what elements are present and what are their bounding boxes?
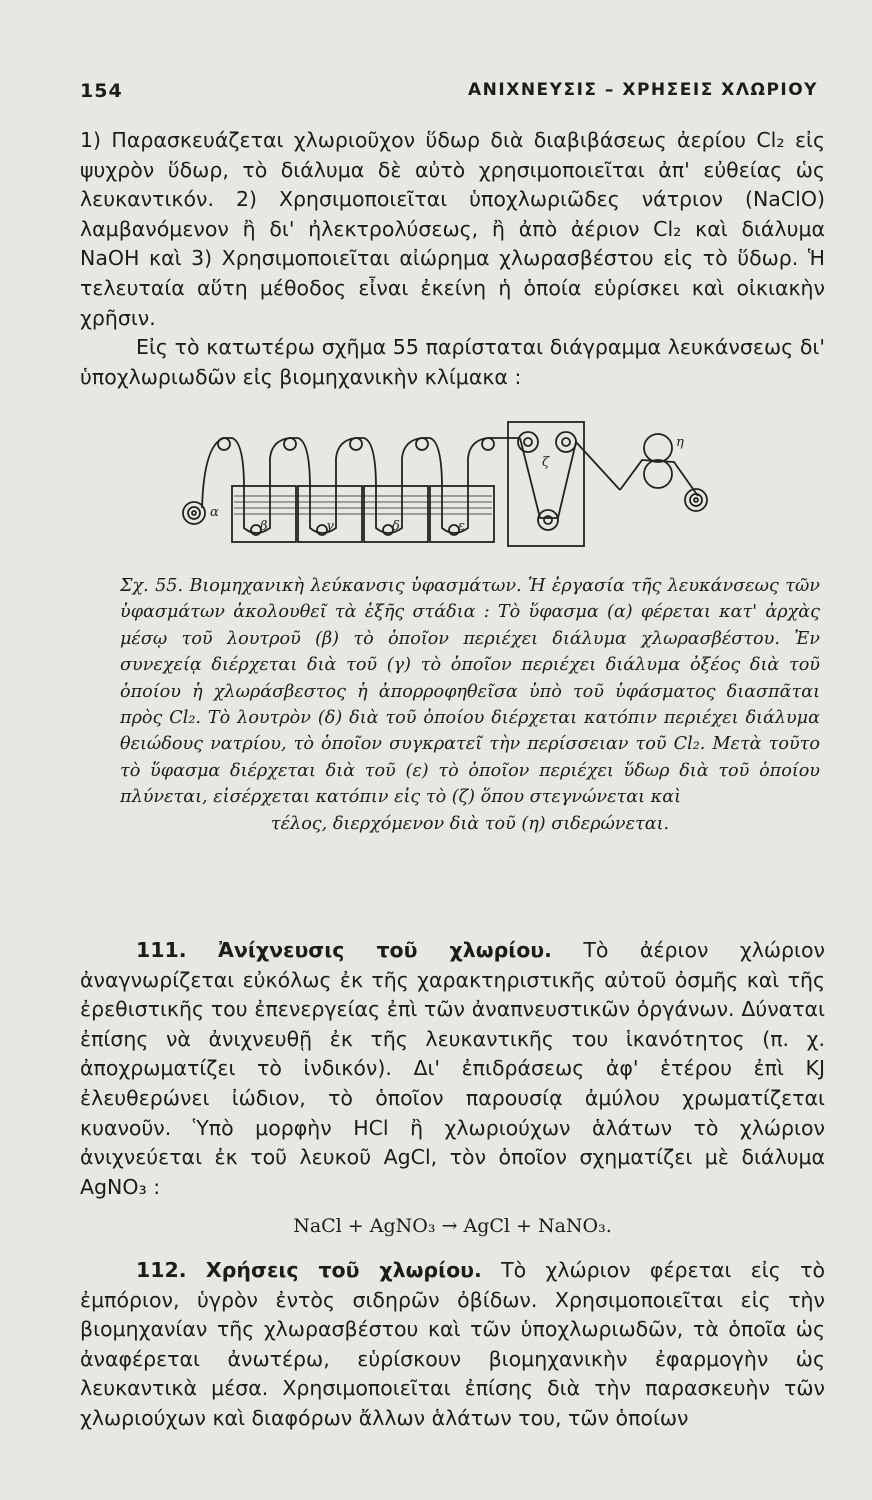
section-111-paragraph (80, 936, 825, 1202)
label-d: δ (392, 519, 400, 534)
figure-caption (120, 573, 820, 837)
section-112 (80, 1256, 825, 1434)
intro-text (80, 126, 825, 392)
chemical-equation: NaCl + AgNO₃ → AgCl + NaNO₃. (293, 1215, 612, 1238)
section-111-number: 111. (136, 938, 187, 962)
label-z: ζ (542, 455, 550, 470)
label-h: η (676, 435, 684, 450)
label-a: α (210, 505, 219, 520)
label-e: ε (458, 519, 465, 534)
caption-last-line: τέλος, διερχόμενον διὰ τοῦ (η) σιδερώνεται. (270, 813, 670, 834)
paragraph-figure-intro: Εἰς τὸ κατωτέρω σχῆμα 55 παρίσταται διάγραμμα λευκάνσεως δι' ὑποχλωριωδῶν εἰς βιομηχανικὴν κλίμακα : (80, 335, 825, 389)
page-header (80, 80, 818, 106)
bleaching-diagram (180, 418, 720, 560)
section-112-text: Τὸ χλώριον φέρεται εἰς τὸ ἐμπόριον, ὑγρὸν ἐντὸς σιδηρῶν ὀβίδων. Χρησιμοποιεῖται εἰς τὴν βιομηχανίαν τῆς χλωρασβέστου καὶ τῶν ὑποχλωριωδῶν, τὰ ὁποῖα ὡς ἀναφέρεται ἀνωτέρω, εὑρίσκουν βιομηχανικὴν ἐφαρμογὴν ὡς λευκαντικὰ μέσα. Χρησιμοποιεῖται ἐπίσης διὰ τὴν παρασκευὴν τῶν χλωριούχων καὶ διαφόρων ἄλλων ἁλάτων του, τῶν ὁποίων (80, 1258, 825, 1430)
caption-text: Σχ. 55. Βιομηχανικὴ λεύκανσις ὑφασμάτων. Ἡ ἐργασία τῆς λευκάνσεως τῶν ὑφασμάτων ἀκολουθεῖ τὰ ἑξῆς στάδια : Τὸ ὕφασμα (α) φέρεται κατ' ἀρχὰς μέσῳ τοῦ λουτροῦ (β) τὸ ὁποῖον περιέχει διάλυμα χλωρασβέστου. Ἐν συνεχείᾳ διέρχεται διὰ τοῦ (γ) τὸ ὁποῖον περιέχει διάλυμα ὀξέος διὰ τοῦ ὁποίου ἡ χλωράσβεστος ἡ ἀπορροφηθεῖσα ὑπὸ τοῦ ὑφάσματος διασπᾶται πρὸς Cl₂. Τὸ λουτρὸν (δ) διὰ τοῦ ὁποίου διέρχεται κατόπιν περιέχει διάλυμα θειώδους νατρίου, τὸ ὁποῖον συγκρατεῖ τὴν περίσσειαν τοῦ Cl₂. Μετὰ τοῦτο τὸ ὕφασμα διέρχεται διὰ τοῦ (ε) τὸ ὁποῖον περιέχει ὕδωρ διὰ τοῦ ὁποίου πλύνεται, εἰσέρχεται κατόπιν εἰς τὸ (ζ) ὅπου στεγνώνεται καὶ (120, 576, 820, 808)
section-111 (80, 936, 825, 1256)
section-111-text: Τὸ ἀέριον χλώριον ἀναγνωρίζεται εὐκόλως ἐκ τῆς χαρακτηριστικῆς αὐτοῦ ὀσμῆς καὶ τῆς ἐρεθιστικῆς του ἐπενεργείας ἐπὶ τῶν ἀναπνευστικῶν ὀργάνων. Δύναται ἐπίσης νὰ ἀνιχνευθῇ ἐκ τῆς λευκαντικῆς του ἱκανότητος (π. χ. ἀποχρωματίζει τὸ ἰνδικόν). Δι' ἐπιδράσεως ἀφ' ἑτέρου ἐπὶ KJ ἐλευθερώνει ἰώδιον, τὸ ὁποῖον παρουσίᾳ ἀμύλου χρωματίζεται κυανοῦν. Ὑπὸ μορφὴν HCl ἢ χλωριούχων ἁλάτων τὸ χλώριον ἀνιχνεύεται ἐκ τοῦ λευκοῦ AgCl, τὸν ὁποῖον σχηματίζει μὲ διάλυμα AgNO₃ : (80, 938, 825, 1199)
label-b: β (260, 519, 268, 534)
section-112-number: 112. (136, 1258, 187, 1282)
page-number: 154 (80, 80, 123, 102)
section-112-paragraph (80, 1256, 825, 1434)
ironing-roll-h (644, 434, 672, 462)
running-title: ΑΝΙΧΝΕΥΣΙΣ – ΧΡΗΣΕΙΣ ΧΛΩΡΙΟΥ (468, 80, 818, 100)
section-112-title: Χρήσεις τοῦ χλωρίου. (205, 1258, 482, 1282)
label-g: γ (326, 519, 334, 534)
paragraph-methods: 1) Παρασκευάζεται χλωριοῦχον ὕδωρ διὰ διαβιβάσεως ἀερίου Cl₂ εἰς ψυχρὸν ὕδωρ, τὸ διάλυμα δὲ αὐτὸ χρησιμοποιεῖται ἀπ' εὐθείας ὡς λευκαντικόν. 2) Χρησιμοποιεῖται ὑποχλωριῶδες νάτριον (NaClO) λαμβανόμενον ἢ δι' ἠλεκτρολύσεως, ἢ ἀπὸ ἀέριον Cl₂ καὶ διάλυμα NaOH καὶ 3) Χρησιμοποιεῖται αἰώρημα χλωρασβέστου εἰς τὸ ὕδωρ. Ἡ τελευταία αὕτη μέθοδος εἶναι ἐκείνη ἡ ὁποία εὑρίσκει καὶ οἰκιακὴν χρῆσιν. (80, 128, 825, 330)
section-111-title: Ἀνίχνευσις τοῦ χλωρίου. (218, 938, 552, 962)
drying-chamber-z (508, 422, 584, 546)
